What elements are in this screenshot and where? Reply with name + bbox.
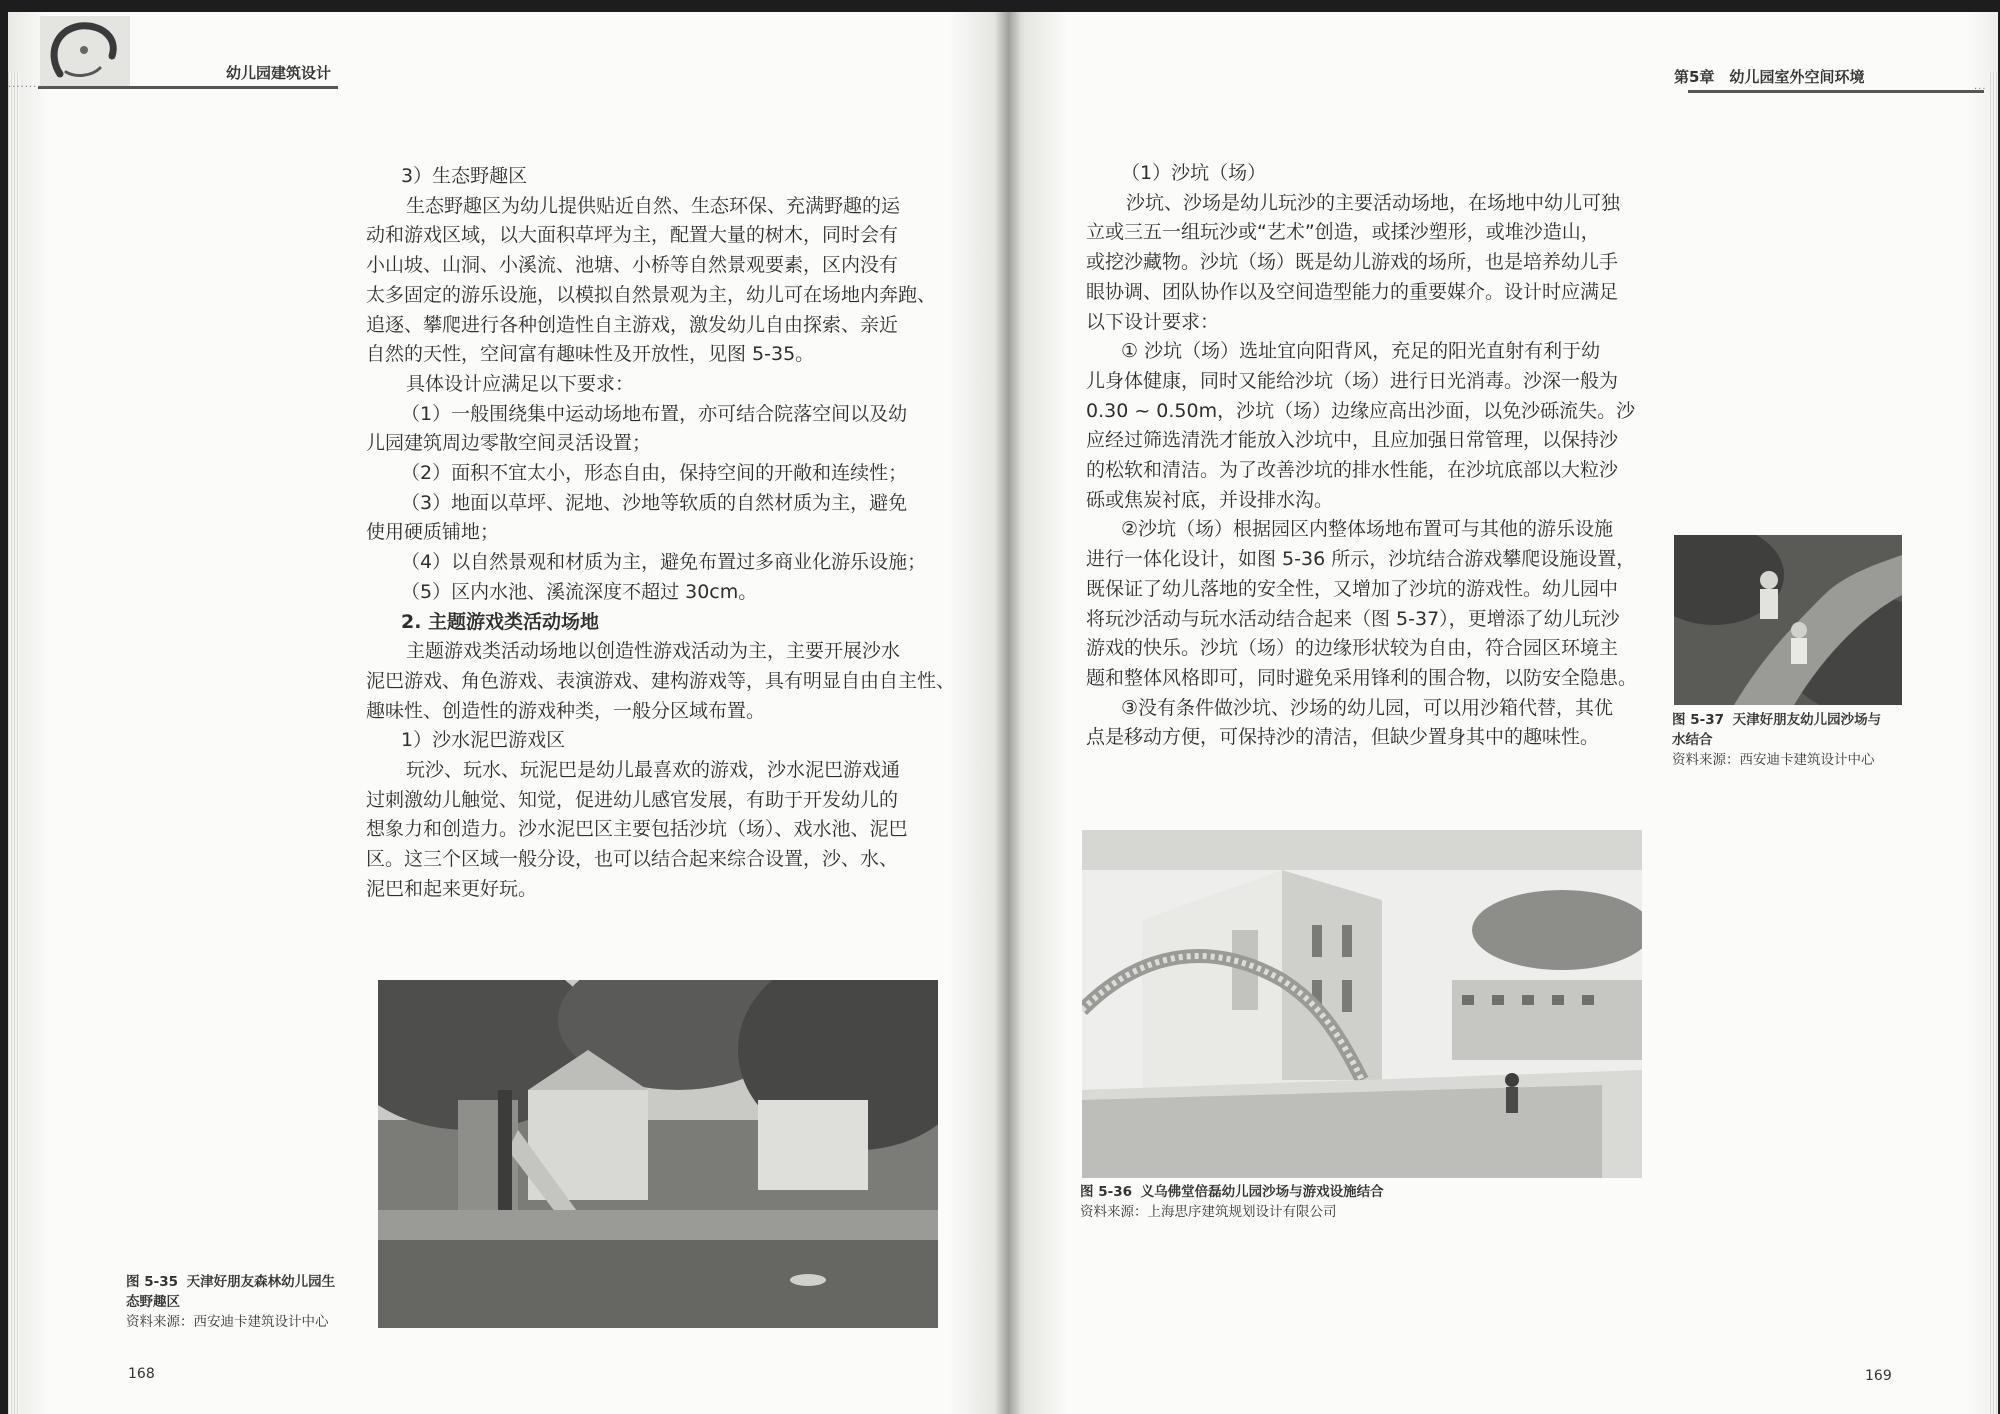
figure-title-cont: 水结合	[1672, 732, 1713, 748]
text-line: 0.30 ~ 0.50m，沙坑（场）边缘应高出沙面，以免沙砾流失。沙	[1086, 399, 1636, 422]
list-item: ③没有条件做沙坑、沙场的幼儿园，可以用沙箱代替，其优	[1121, 696, 1614, 719]
text-line: 将玩沙活动与玩水活动结合起来（图 5-37），更增添了幼儿玩沙	[1086, 607, 1620, 630]
list-item: （5）区内水池、溪流深度不超过 30cm。	[401, 580, 758, 603]
right-page	[1008, 12, 1998, 1414]
text-line: 的松软和清洁。为了改善沙坑的排水性能，在沙坑底部以大粒沙	[1086, 459, 1619, 482]
section-heading: 2. 主题游戏类活动场地	[401, 610, 600, 633]
figure-title-cont: 态野趣区	[126, 1294, 180, 1310]
figure-source: 资料来源：西安迪卡建筑设计中心	[126, 1314, 329, 1330]
figure-label: 图 5-35	[126, 1274, 178, 1290]
text-line: 生态野趣区为幼儿提供贴近自然、生态环保、充满野趣的运	[406, 194, 901, 217]
list-item: （1）一般围绕集中运动场地布置，亦可结合院落空间以及幼	[401, 402, 908, 425]
figure-title: 天津好朋友幼儿园沙场与	[1732, 712, 1882, 728]
figure-source: 资料来源：上海思序建筑规划设计有限公司	[1080, 1204, 1337, 1220]
text-line: 区。这三个区域一般分设，也可以结合起来综合设置，沙、水、	[366, 848, 899, 871]
photo-forest-playground	[378, 980, 938, 1328]
brush-circle-logo	[40, 16, 130, 86]
text-line: 砾或焦炭衬底，并设排水沟。	[1086, 488, 1334, 511]
header-ornament: ··········	[8, 82, 50, 93]
text-line: 具体设计应满足以下要求：	[406, 372, 635, 395]
figure-label: 图 5-36	[1080, 1184, 1132, 1200]
header-rule	[1688, 90, 1984, 93]
figure-caption	[126, 1272, 366, 1332]
text-line: 沙坑、沙场是幼儿玩沙的主要活动场地，在场地中幼儿可独	[1126, 191, 1621, 214]
text-line: 游戏的快乐。沙坑（场）的边缘形状较为自由，符合园区环境主	[1086, 637, 1619, 660]
figure-caption	[1672, 710, 1912, 770]
text-line: 进行一体化设计，如图 5-36 所示，沙坑结合游戏攀爬设施设置，	[1086, 548, 1636, 571]
text-line: 以下设计要求：	[1086, 310, 1220, 333]
list-item: ① 沙坑（场）选址宜向阳背风，充足的阳光直射有利于幼	[1121, 340, 1601, 363]
text-line: 追逐、攀爬进行各种创造性自主游戏，激发幼儿自由探索、亲近	[366, 313, 899, 336]
body-text	[1086, 159, 1654, 753]
text-line: 儿身体健康，同时又能给沙坑（场）进行日光消毒。沙深一般为	[1086, 369, 1619, 392]
text-line: 趣味性、创造性的游戏种类，一般分区域布置。	[366, 699, 766, 722]
text-line: 眼协调、团队协作以及空间造型能力的重要媒介。设计时应满足	[1086, 280, 1619, 303]
text-line: 自然的天性，空间富有趣味性及开放性，见图 5-35。	[366, 343, 815, 366]
text-line: 或挖沙藏物。沙坑（场）既是幼儿游戏的场所，也是培养幼儿手	[1086, 251, 1619, 274]
text-line: 过刺激幼儿触觉、知觉，促进幼儿感官发展，有助于开发幼儿的	[366, 788, 899, 811]
text-line: 立或三五一组玩沙或“艺术”创造，或揉沙塑形，或堆沙造山，	[1086, 221, 1600, 244]
text-line: 应经过筛选清洗才能放入沙坑中，且应加强日常管理，以保持沙	[1086, 429, 1619, 452]
figure-label: 图 5-37	[1672, 712, 1724, 728]
subsection-heading: 1）沙水泥巴游戏区	[401, 729, 566, 752]
subsection-heading: （1）沙坑（场）	[1121, 162, 1267, 184]
text-line: 玩沙、玩水、玩泥巴是幼儿最喜欢的游戏，沙水泥巴游戏通	[406, 759, 901, 782]
header-rule	[38, 86, 338, 89]
text-line: 主题游戏类活动场地以创造性游戏活动为主，主要开展沙水	[406, 640, 901, 663]
header-ornament: ···	[1974, 84, 1987, 95]
subsection-heading: 3）生态野趣区	[401, 165, 528, 187]
running-header: 第5章 幼儿园室外空间环境	[1674, 68, 1865, 86]
running-header: 幼儿园建筑设计	[226, 64, 332, 82]
list-item: （4）以自然景观和材质为主，避免布置过多商业化游乐设施；	[401, 551, 927, 574]
text-line: 动和游戏区域，以大面积草坪为主，配置大量的树木，同时会有	[366, 224, 899, 247]
photo-sand-water-play	[1674, 535, 1902, 705]
left-page	[8, 12, 1008, 1414]
figure-title: 天津好朋友森林幼儿园生	[186, 1274, 336, 1290]
page-edge-stack	[1988, 72, 1998, 1414]
text-line: 泥巴游戏、角色游戏、表演游戏、建构游戏等，具有明显自由自主性、	[366, 669, 956, 692]
list-item: （3）地面以草坪、泥地、沙地等软质的自然材质为主，避免	[401, 491, 908, 514]
page-number: 169	[1865, 1368, 1892, 1384]
text-line: 想象力和创造力。沙水泥巴区主要包括沙坑（场）、戏水池、泥巴	[366, 818, 908, 841]
book-gutter-shadow	[995, 12, 1021, 1414]
text-line: 小山坡、山洞、小溪流、池塘、小桥等自然景观要素，区内没有	[366, 254, 899, 277]
figure-source: 资料来源：西安迪卡建筑设计中心	[1672, 752, 1875, 768]
text-line: 儿园建筑周边零散空间灵活设置；	[366, 432, 652, 455]
list-item: ②沙坑（场）根据园区内整体场地布置可与其他的游乐设施	[1121, 518, 1614, 541]
text-line: 使用硬质铺地；	[366, 521, 500, 544]
list-item: （2）面积不宜太小，形态自由，保持空间的开敞和连续性；	[401, 462, 908, 485]
text-line: 太多固定的游乐设施，以模拟自然景观为主，幼儿可在场地内奔跑、	[366, 283, 937, 306]
body-text	[366, 162, 956, 905]
figure-title: 义乌佛堂倍磊幼儿园沙场与游戏设施结合	[1140, 1184, 1384, 1200]
figure-caption	[1080, 1182, 1640, 1222]
text-line: 既保证了幼儿落地的安全性，又增加了沙坑的游戏性。幼儿园中	[1086, 577, 1619, 600]
page-edge-stack	[8, 72, 20, 1414]
text-line: 点是移动方便，可保持沙的清洁，但缺少置身其中的趣味性。	[1086, 726, 1600, 749]
page-number: 168	[128, 1366, 155, 1382]
photo-building-sandpit	[1082, 830, 1642, 1178]
text-line: 题和整体风格即可，同时避免采用锋利的围合物，以防安全隐患。	[1086, 666, 1638, 689]
text-line: 泥巴和起来更好玩。	[366, 877, 538, 900]
